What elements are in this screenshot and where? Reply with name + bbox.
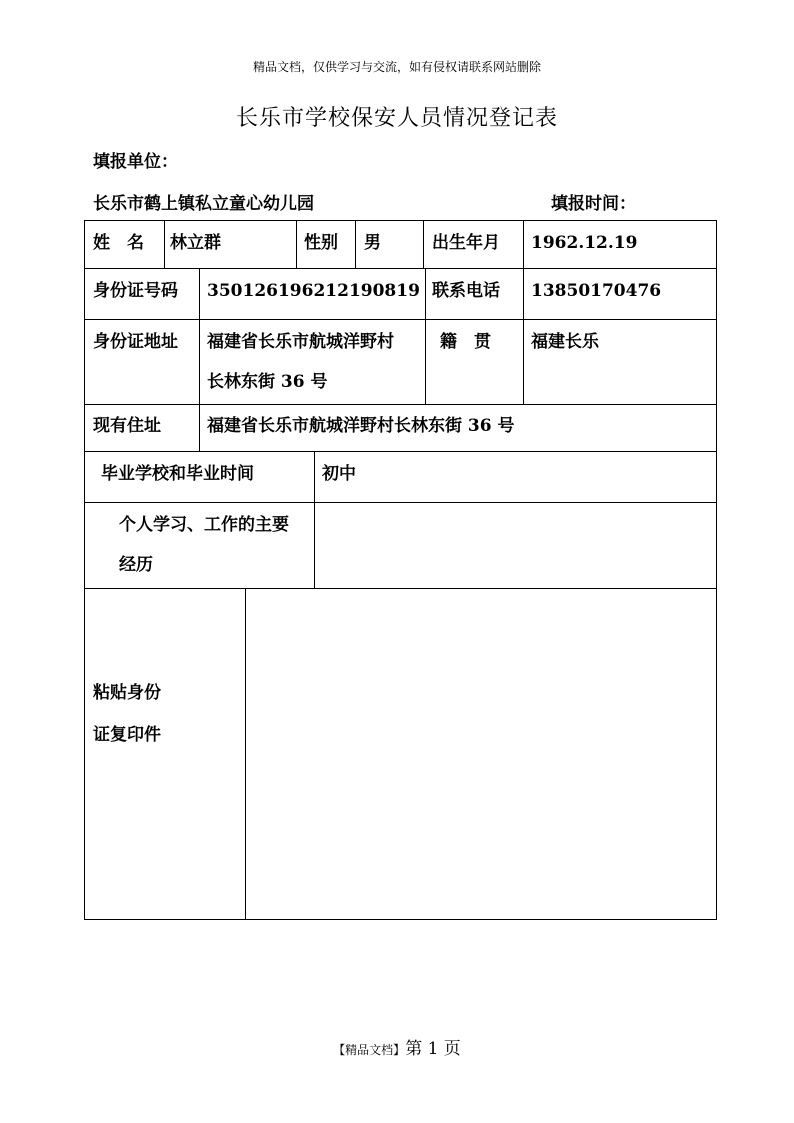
col-divider — [314, 451, 315, 588]
col-divider — [425, 319, 426, 404]
col-divider — [199, 404, 200, 451]
col-divider — [523, 221, 524, 268]
col-divider — [296, 221, 297, 268]
name-value[interactable]: 林立群 — [170, 233, 221, 253]
col-divider — [425, 268, 426, 319]
native-place-label: 籍 贯 — [440, 332, 491, 352]
col-divider — [199, 319, 200, 404]
current-address-value[interactable]: 福建省长乐市航城洋野村长林东街 36 号 — [207, 416, 515, 436]
id-number-label: 身份证号码 — [93, 281, 178, 301]
col-divider — [423, 221, 424, 268]
fill-unit-label: 填报单位： — [93, 152, 178, 172]
page-footer — [0, 1034, 794, 1059]
col-divider — [199, 268, 200, 319]
row-divider — [85, 268, 717, 269]
id-address-label: 身份证地址 — [93, 332, 178, 352]
gender-label: 性别 — [304, 233, 338, 253]
col-divider — [523, 319, 524, 404]
id-address-line2[interactable]: 长林东街 36 号 — [207, 372, 328, 392]
watermark-text: 精品文档，仅供学习与交流，如有侵权请联系网站删除 — [252, 60, 541, 74]
id-address-line1[interactable]: 福建省长乐市航城洋野村 — [207, 332, 394, 352]
id-copy-label-line1: 粘贴身份 — [93, 683, 161, 703]
organization-name: 长乐市鹤上镇私立童心幼儿园 — [93, 194, 314, 214]
id-number-value[interactable]: 350126196212190819 — [207, 281, 420, 301]
history-label-line1: 个人学习、工作的主要 — [119, 515, 289, 535]
school-value[interactable]: 初中 — [322, 464, 356, 484]
phone-value[interactable]: 13850170476 — [531, 281, 662, 301]
history-label-line2: 经历 — [119, 555, 153, 575]
registration-table — [84, 220, 717, 920]
current-address-label: 现有住址 — [93, 416, 161, 436]
row-divider — [85, 404, 717, 405]
footer-label: 【精品文档】 — [333, 1043, 406, 1057]
name-label: 姓 名 — [93, 233, 144, 253]
col-divider — [523, 268, 524, 319]
gender-value[interactable]: 男 — [364, 233, 381, 253]
fill-time-label: 填报时间： — [551, 194, 636, 214]
form-title: 长乐市学校保安人员情况登记表 — [235, 106, 558, 131]
row-divider — [85, 502, 717, 503]
birth-label: 出生年月 — [432, 233, 500, 253]
row-divider — [85, 319, 717, 320]
page-number: 第 1 页 — [405, 1039, 461, 1059]
native-place-value[interactable]: 福建长乐 — [531, 332, 599, 352]
school-label: 毕业学校和毕业时间 — [101, 464, 254, 484]
id-copy-label-line2: 证复印件 — [93, 725, 161, 745]
phone-label: 联系电话 — [432, 281, 500, 301]
birth-value[interactable]: 1962.12.19 — [531, 233, 638, 253]
row-divider — [85, 451, 717, 452]
col-divider — [355, 221, 356, 268]
id-copy-paste-area[interactable] — [246, 589, 716, 919]
col-divider — [164, 221, 165, 268]
